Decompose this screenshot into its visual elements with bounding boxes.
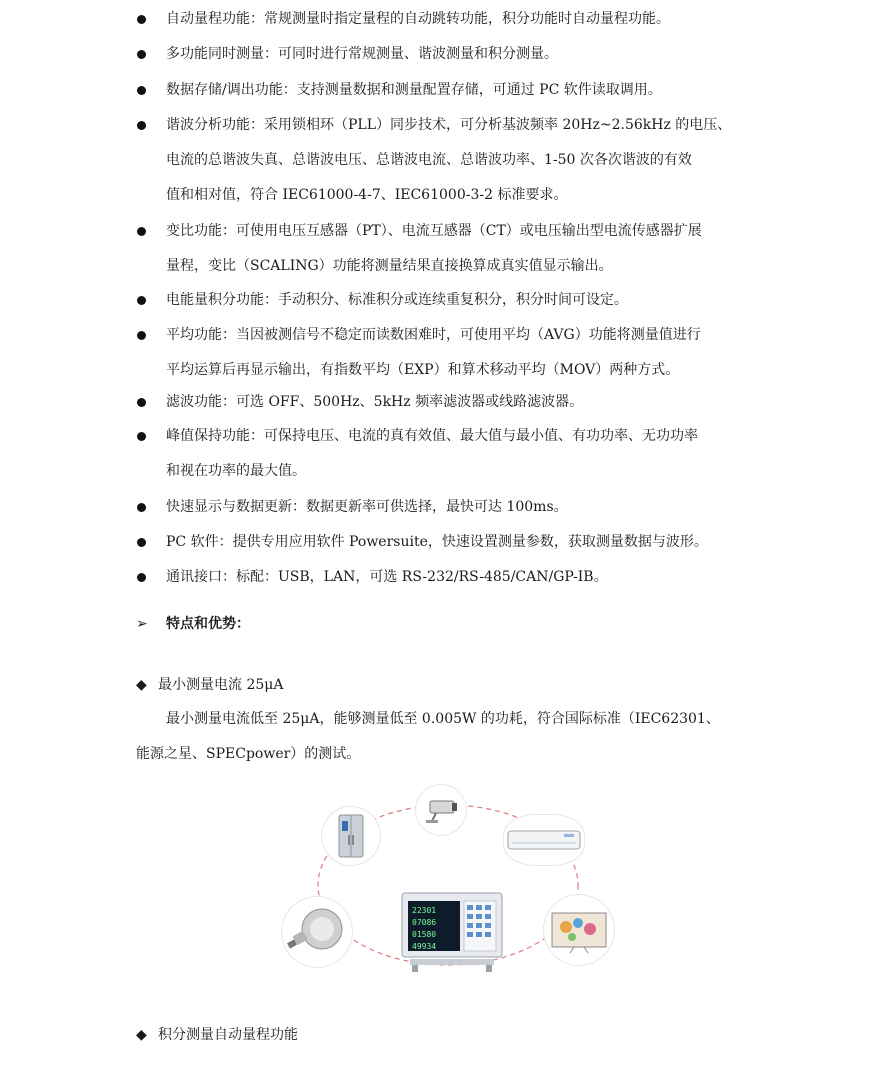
- subheading-title: 最小测量电流 25μA: [158, 677, 284, 693]
- feature-text-line: 滤波功能：可选 OFF、500Hz、5kHz 频率滤波器或线路滤波器。: [166, 394, 584, 410]
- display-reading: 22301: [412, 906, 437, 915]
- diamond-bullet-icon: ◆: [136, 1027, 147, 1043]
- paragraph-line: 能源之星、SPECpower）的测试。: [136, 746, 361, 762]
- power-analyzer-icon: [400, 887, 504, 973]
- feature-text-line: 谐波分析功能：采用锁相环（PLL）同步技术，可分析基波频率 20Hz~2.56kHz 的电压、: [166, 117, 732, 133]
- arrow-icon: ➢: [136, 616, 148, 632]
- feature-text-line: 平均运算后再显示输出，有指数平均（EXP）和算术移动平均（MOV）两种方式。: [166, 362, 680, 378]
- display-reading: 07086: [412, 918, 437, 927]
- feature-text-line: 量程，变比（SCALING）功能将测量结果直接换算成真实值显示输出。: [166, 258, 613, 274]
- section-title: 特点和优势：: [166, 616, 250, 632]
- subheading-min-current: [136, 674, 283, 694]
- feature-text-line: 电流的总谐波失真、总谐波电压、总谐波电流、总谐波功率、1-50 次各次谐波的有效: [166, 152, 692, 168]
- feature-text-line: 峰值保持功能：可保持电压、电流的真有效值、最大值与最小值、有功功率、无功功率: [166, 428, 698, 444]
- feature-text-line: PC 软件：提供专用应用软件 Powersuite，快速设置测量参数，获取测量数据与波形。: [166, 534, 708, 550]
- refrigerator-icon: [322, 807, 380, 865]
- feature-text-line: 平均功能：当因被测信号不稳定而读数困难时，可使用平均（AVG）功能将测量值进行: [166, 327, 701, 343]
- subheading-integral: [136, 1024, 298, 1044]
- display-reading: 01580: [412, 930, 437, 939]
- led-bulb-icon: [282, 897, 352, 967]
- television-icon: [544, 895, 614, 965]
- subheading-title: 积分测量自动量程功能: [158, 1027, 298, 1043]
- feature-text-line: 和视在功率的最大值。: [166, 463, 306, 479]
- feature-text-line: 变比功能：可使用电压互感器（PT）、电流互感器（CT）或电压输出型电流传感器扩展: [166, 223, 702, 239]
- device-illustration: [278, 785, 618, 985]
- feature-text-line: 多功能同时测量：可同时进行常规测量、谐波测量和积分测量。: [166, 46, 558, 62]
- section-heading: [136, 613, 250, 633]
- feature-text-line: 电能量积分功能：手动积分、标准积分或连续重复积分，积分时间可设定。: [166, 292, 628, 308]
- feature-text-line: 通讯接口：标配：USB，LAN，可选 RS-232/RS-485/CAN/GP-IB。: [166, 569, 608, 585]
- feature-text-line: 自动量程功能：常规测量时指定量程的自动跳转功能，积分功能时自动量程功能。: [166, 11, 670, 27]
- diamond-bullet-icon: ◆: [136, 677, 147, 693]
- feature-text-line: 数据存储/调出功能：支持测量数据和测量配置存储，可通过 PC 软件读取调用。: [166, 82, 662, 98]
- feature-text-line: 快速显示与数据更新：数据更新率可供选择，最快可达 100ms。: [166, 499, 568, 515]
- feature-text-line: 值和相对值，符合 IEC61000-4-7、IEC61000-3-2 标准要求。: [166, 187, 568, 203]
- security-camera-icon: [416, 785, 466, 835]
- display-reading: 49934: [412, 942, 437, 951]
- air-conditioner-icon: [504, 815, 584, 865]
- paragraph-line: 最小测量电流低至 25μA，能够测量低至 0.005W 的功耗，符合国际标准（IEC62301、: [166, 711, 720, 727]
